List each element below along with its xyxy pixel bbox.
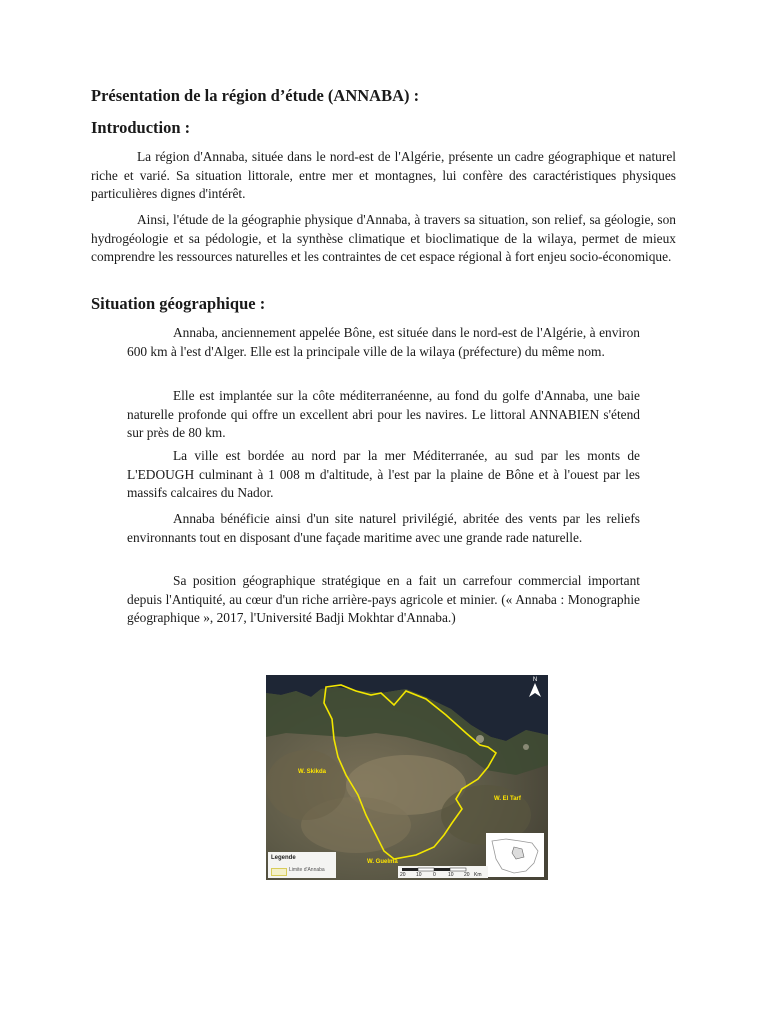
situation-paragraph-5: Sa position géographique stratégique en a fait un carrefour commercial important depuis l'Antiquité, au cœur d'un riche arrière-pays agricole et minier. (« Annaba : Monographie géographique », 2017, l'Université Badji Mokhtar d'Annaba.) — [127, 573, 640, 625]
map-label-skikda: W. Skikda — [298, 769, 327, 775]
scale-unit: Km — [474, 872, 482, 878]
page-title: Présentation de la région d’étude (ANNABA) : — [91, 86, 420, 105]
situation-paragraph-4: Annaba bénéficie ainsi d'un site naturel privilégié, abritée des vents par les reliefs environnants tout en disposant d'une façade maritime avec une grande rade naturelle. — [127, 511, 640, 545]
scale-label-3: 0 — [433, 872, 436, 878]
scale-label-1: 20 — [400, 872, 406, 878]
scale-label-5: 20 — [464, 872, 470, 878]
map-scale-bar — [398, 866, 488, 878]
intro-paragraph-1: La région d'Annaba, située dans le nord-est de l'Algérie, présente un cadre géographique et naturel riche et varié. Sa situation littorale, entre mer et montagnes, lui confère des caractéristiques physiques particulières dignes d'intérêt. — [91, 149, 676, 201]
north-arrow-shape — [529, 683, 541, 697]
north-label: N — [532, 677, 538, 683]
situation-paragraph-2: Elle est implantée sur la côte méditerranéenne, au fond du golfe d'Annaba, une baie naturelle profonde qui offre un excellent abri pour les navires. Le littoral ANNABIEN s'étend sur près de 80 km. — [127, 388, 640, 440]
section-heading-situation: Situation géographique : — [91, 294, 266, 313]
locator-inset-map — [486, 833, 544, 877]
intro-paragraph-2: Ainsi, l'étude de la géographie physique d'Annaba, à travers sa situation, son relief, sa géologie, son hydrogéologie et sa pédologie, et la synthèse climatique et bioclimatique de la wilaya, permet de mieux comprendre les ressources naturelles et les contraintes de cet espace régional à fort enjeu socio-économique. — [91, 212, 676, 264]
legend-title: Legende — [271, 855, 296, 861]
north-arrow-icon — [526, 677, 544, 703]
scale-label-4: 10 — [448, 872, 454, 878]
situation-paragraph-1: Annaba, anciennement appelée Bône, est située dans le nord-est de l'Algérie, à environ 600 km à l'est d'Alger. Elle est la principale ville de la wilaya (préfecture) du même nom. — [127, 325, 640, 359]
legend-item-label: Limite d'Annaba — [289, 867, 325, 873]
section-heading-introduction: Introduction : — [91, 118, 191, 137]
map-label-el-tarf: W. El Tarf — [494, 796, 521, 802]
situation-paragraph-3: La ville est bordée au nord par la mer Méditerranée, au sud par les monts de L'EDOUGH culminant à 1 008 m d'altitude, à l'est par la plaine de Bône et à l'ouest par les massifs calcaires du Nador. — [127, 448, 640, 500]
legend-swatch — [271, 868, 287, 876]
scale-label-2: 10 — [416, 872, 422, 878]
map-legend — [268, 852, 336, 878]
inset-map-outline — [486, 833, 544, 877]
map-label-guelma: W. Guelma — [367, 859, 398, 865]
